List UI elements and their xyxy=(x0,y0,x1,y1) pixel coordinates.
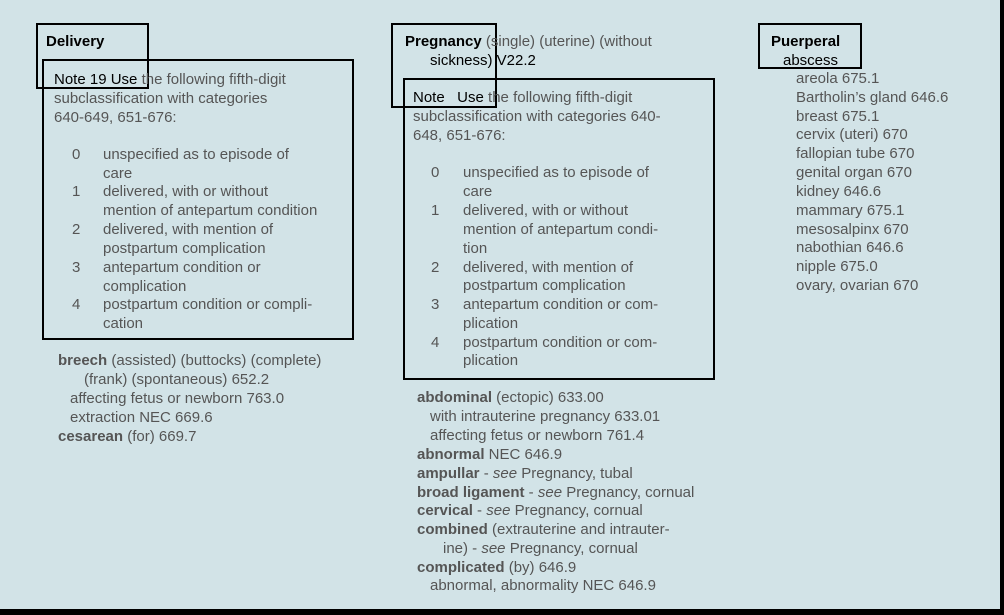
pregnancy-heading: Pregnancy xyxy=(405,33,482,50)
index-term: complicated xyxy=(417,559,505,576)
delivery-entry: (frank) (spontaneous) 652.2 xyxy=(84,371,270,388)
pregnancy-code-text: unspecified as to episode of xyxy=(463,164,649,181)
puerperal-item: areola 675.1 xyxy=(796,70,880,87)
delivery-code-text: cation xyxy=(103,315,144,332)
pregnancy-code-text: antepartum condition or com- xyxy=(463,296,659,313)
delivery-code-text: delivered, with mention of xyxy=(103,221,274,238)
pregnancy-heading-line: sickness) V22.2 xyxy=(430,52,536,69)
puerperal-item: Bartholin’s gland 646.6 xyxy=(796,89,949,106)
index-term: breech xyxy=(58,352,108,369)
pregnancy-code-text: tion xyxy=(463,240,488,257)
delivery-code-text: antepartum condition or xyxy=(103,259,261,276)
index-term: abnormal xyxy=(417,446,485,463)
puerperal-item: mesosalpinx 670 xyxy=(796,221,909,238)
puerperal-subheading: abscess xyxy=(783,52,839,69)
delivery-entry: affecting fetus or newborn 763.0 xyxy=(70,390,285,407)
pregnancy-code-text: delivered, with or without xyxy=(463,202,629,219)
pregnancy-entry: with intrauterine pregnancy 633.01 xyxy=(430,408,661,425)
pregnancy-entry: cervical - see Pregnancy, cornual xyxy=(417,502,643,519)
delivery-code-text: postpartum complication xyxy=(103,240,266,257)
pregnancy-code-number: 2 xyxy=(431,259,440,276)
puerperal-item: genital organ 670 xyxy=(796,164,912,181)
puerperal-item: nipple 675.0 xyxy=(796,258,878,275)
puerperal-item: nabothian 646.6 xyxy=(796,239,904,256)
delivery-code-text: unspecified as to episode of xyxy=(103,146,289,163)
delivery-code-number: 3 xyxy=(72,259,81,276)
puerperal-item: mammary 675.1 xyxy=(796,202,905,219)
delivery-code-text: delivered, with or without xyxy=(103,183,269,200)
delivery-code-number: 0 xyxy=(72,146,81,163)
pregnancy-code-text: plication xyxy=(463,315,519,332)
pregnancy-entry: broad ligament - see Pregnancy, cornual xyxy=(417,484,695,501)
delivery-code-number: 2 xyxy=(72,221,81,238)
puerperal-item: breast 675.1 xyxy=(796,108,880,125)
puerperal-heading: Puerperal xyxy=(771,33,841,50)
pregnancy-entry: complicated (by) 646.9 xyxy=(417,559,577,576)
delivery-entry: cesarean (for) 669.7 xyxy=(58,428,197,445)
delivery-note-line: Note 19 Use the following fifth-digit xyxy=(54,71,286,88)
pregnancy-note-line: subclassification with categories 640- xyxy=(413,108,661,125)
delivery-code-text: care xyxy=(103,165,133,182)
puerperal-item: ovary, ovarian 670 xyxy=(796,277,919,294)
pregnancy-entry: affecting fetus or newborn 761.4 xyxy=(430,427,645,444)
pregnancy-heading-line: Pregnancy (single) (uterine) (without xyxy=(405,33,652,50)
index-term: cesarean xyxy=(58,428,124,445)
pregnancy-code-number: 3 xyxy=(431,296,440,313)
pregnancy-code-text: care xyxy=(463,183,493,200)
pregnancy-entry: ine) - see Pregnancy, cornual xyxy=(443,540,638,557)
index-term: broad ligament xyxy=(417,484,525,501)
pregnancy-code-number: 1 xyxy=(431,202,440,219)
pregnancy-code-text: plication xyxy=(463,352,519,369)
puerperal-item: cervix (uteri) 670 xyxy=(796,126,908,143)
pregnancy-code-number: 4 xyxy=(431,334,440,351)
pregnancy-code-number: 0 xyxy=(431,164,440,181)
pregnancy-note-line: 648, 651-676: xyxy=(413,127,506,144)
pregnancy-code-text: delivered, with mention of xyxy=(463,259,634,276)
puerperal-item: fallopian tube 670 xyxy=(796,145,915,162)
pregnancy-note-label: Note Use xyxy=(413,89,484,106)
delivery-note-label: Note 19 Use xyxy=(54,71,138,88)
delivery-entry: breech (assisted) (buttocks) (complete) xyxy=(58,352,322,369)
index-term: abdominal xyxy=(417,389,493,406)
pregnancy-code-text: mention of antepartum condi- xyxy=(463,221,659,238)
delivery-code-text: complication xyxy=(103,278,187,295)
delivery-code-text: postpartum condition or compli- xyxy=(103,296,313,313)
delivery-code-number: 4 xyxy=(72,296,81,313)
index-term: cervical xyxy=(417,502,473,519)
delivery-entry: extraction NEC 669.6 xyxy=(70,409,213,426)
delivery-code-text: mention of antepartum condition xyxy=(103,202,318,219)
pregnancy-entry: ampullar - see Pregnancy, tubal xyxy=(417,465,633,482)
pregnancy-entry: abnormal NEC 646.9 xyxy=(417,446,563,463)
index-term: combined xyxy=(417,521,488,538)
pregnancy-entry: abdominal (ectopic) 633.00 xyxy=(417,389,604,406)
pregnancy-code-text: postpartum condition or com- xyxy=(463,334,658,351)
delivery-heading: Delivery xyxy=(46,33,105,50)
delivery-code-number: 1 xyxy=(72,183,81,200)
pregnancy-code-text: postpartum complication xyxy=(463,277,626,294)
pregnancy-note-line: Note Use the following fifth-digit xyxy=(413,89,633,106)
delivery-note-line: 640-649, 651-676: xyxy=(54,109,177,126)
index-term: ampullar xyxy=(417,465,480,482)
pregnancy-entry: combined (extrauterine and intrauter- xyxy=(417,521,670,538)
puerperal-item: kidney 646.6 xyxy=(796,183,882,200)
delivery-note-line: subclassification with categories xyxy=(54,90,268,107)
pregnancy-entry: abnormal, abnormality NEC 646.9 xyxy=(430,577,656,594)
